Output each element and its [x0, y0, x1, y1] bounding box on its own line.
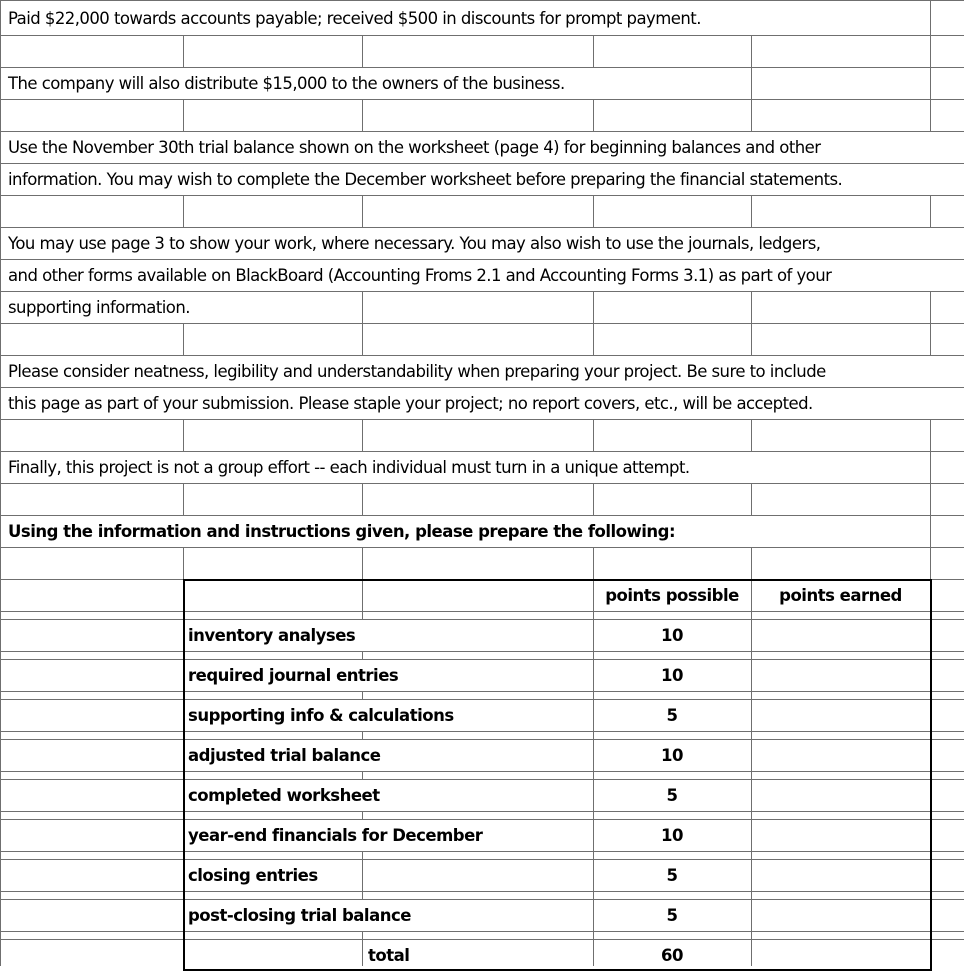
total-points-value: 60: [661, 946, 683, 965]
instruction-individual-line: Finally, this project is not a group effort -- each individual must turn in a unique attempt.: [8, 458, 690, 477]
grid-line: [0, 99, 964, 100]
instruction-neatness-line-2: this page as part of your submission. Please staple your project; no report covers, etc., will be accepted.: [8, 394, 813, 413]
instruction-work-line-3: supporting information.: [8, 298, 190, 317]
grid-line: [0, 771, 964, 772]
grid-line: [0, 851, 964, 852]
grid-line: [0, 931, 964, 932]
row-points-value: 5: [666, 866, 678, 885]
instruction-distribution-line: The company will also distribute $15,000 to the owners of the business.: [8, 74, 565, 93]
row-points-value: 10: [661, 666, 683, 685]
grid-line: [0, 691, 964, 692]
grid-line: [0, 891, 964, 892]
row-points-value: 5: [666, 786, 678, 805]
points-possible-header: points possible: [605, 586, 739, 605]
grid-line: [0, 811, 964, 812]
section-heading: Using the information and instructions given, please prepare the following:: [8, 522, 676, 541]
instruction-payment-line: Paid $22,000 towards accounts payable; received $500 in discounts for prompt payment.: [8, 9, 701, 28]
row-item-label: supporting info & calculations: [188, 706, 454, 725]
row-item-label: completed worksheet: [188, 786, 380, 805]
grid-line: [0, 35, 964, 36]
instruction-neatness-line-1: Please consider neatness, legibility and understandability when preparing your project. Be sure to include: [8, 362, 826, 381]
row-item-label: inventory analyses: [188, 626, 356, 645]
row-points-value: 5: [666, 706, 678, 725]
grid-line: [0, 195, 964, 196]
grid-line: [0, 323, 964, 324]
row-points-value: 5: [666, 906, 678, 925]
grid-line: [0, 483, 964, 484]
row-points-value: 10: [661, 746, 683, 765]
grid-line: [0, 611, 964, 612]
grid-line: [0, 731, 964, 732]
row-item-label: adjusted trial balance: [188, 746, 381, 765]
instruction-trial-balance-line-1: Use the November 30th trial balance shown on the worksheet (page 4) for beginning balances and other: [8, 138, 821, 157]
row-points-value: 10: [661, 826, 683, 845]
instruction-trial-balance-line-2: information. You may wish to complete the December worksheet before preparing the financial statements.: [8, 170, 843, 189]
instruction-work-line-2: and other forms available on BlackBoard (Accounting Froms 2.1 and Accounting Forms 3.1) as part of your: [8, 266, 832, 285]
points-earned-header: points earned: [779, 586, 902, 605]
grid-line: [0, 859, 964, 860]
row-item-label: post-closing trial balance: [188, 906, 411, 925]
instruction-work-line-1: You may use page 3 to show your work, where necessary. You may also wish to use the journals, ledgers,: [8, 234, 821, 253]
grid-line: [0, 547, 964, 548]
row-points-value: 10: [661, 626, 683, 645]
total-label: total: [368, 946, 410, 965]
grid-line: [0, 419, 964, 420]
grid-line: [0, 939, 964, 940]
grid-line: [0, 579, 964, 580]
row-item-label: year-end financials for December: [188, 826, 483, 845]
row-item-label: required journal entries: [188, 666, 399, 685]
row-item-label: closing entries: [188, 866, 318, 885]
grid-line: [0, 651, 964, 652]
